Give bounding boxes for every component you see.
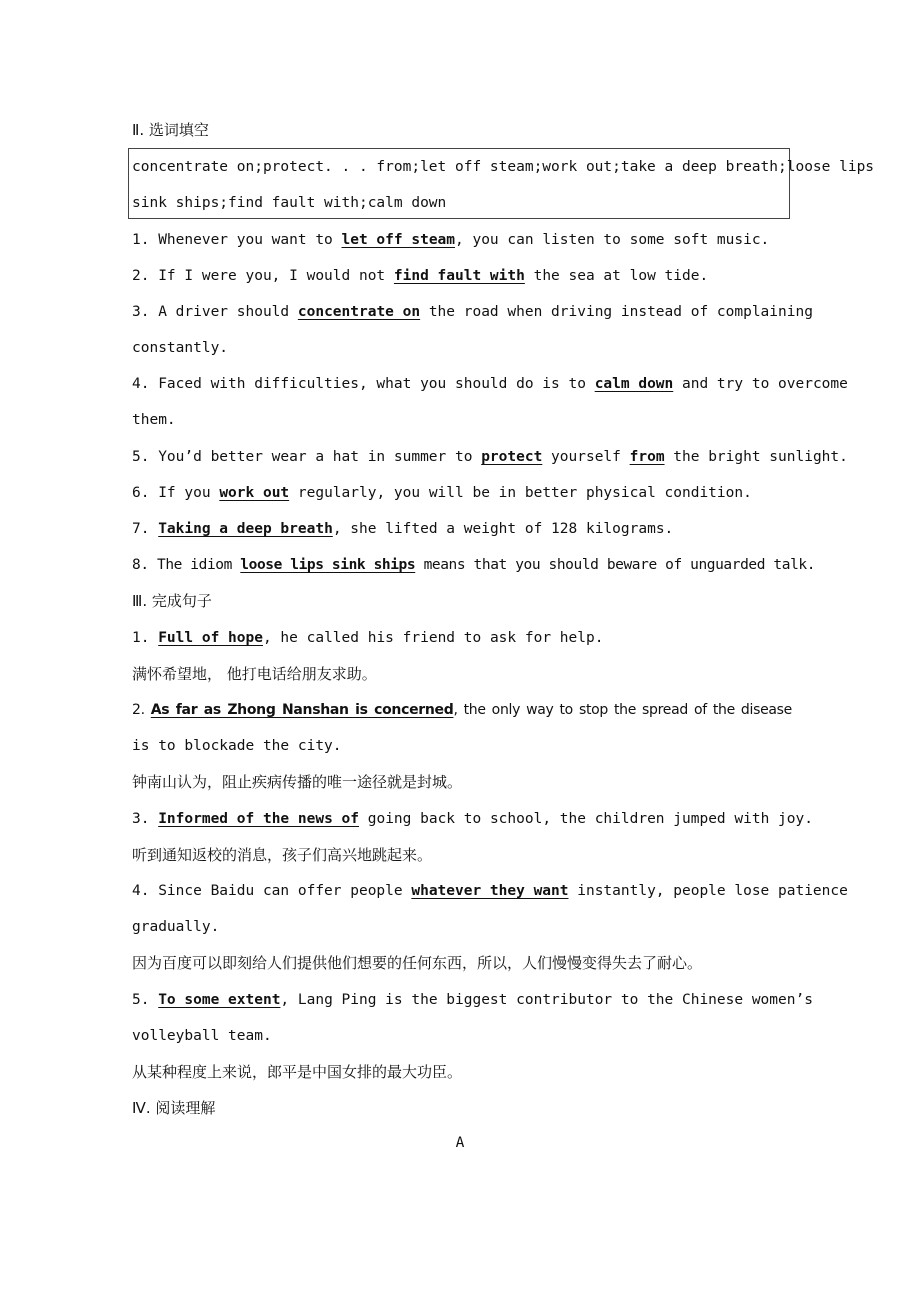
fill-item-7: 7. Taking a deep breath, she lifted a weight of 128 kilograms. [132,521,674,537]
sentence-item-4: 4. Since Baidu can offer people whatever they want instantly, people lose patience [132,883,848,899]
fill-item-1: 1. Whenever you want to let off steam, you can listen to some soft music. [132,232,770,248]
answer: find fault with [393,268,525,284]
sentence-item-5: 5. To some extent, Lang Ping is the biggest contributor to the Chinese women’s [132,992,813,1008]
fill-item-6: 6. If you work out regularly, you will be in better physical condition. [132,485,752,501]
sentence-item-1: 1. Full of hope, he called his friend to ask for help. [132,630,604,646]
answer: Informed of the news of [158,811,359,827]
sentence-item-5-cont: volleyball team. [132,1028,272,1044]
passage-label: A [455,1135,465,1151]
sentence-item-2: 2. As far as Zhong Nanshan is concerned, the only way to stop the spread of the disease [132,702,792,718]
section-2-heading: Ⅱ. 选词填空 [132,121,209,139]
word-bank-line-1: concentrate on;protect. . . from;let off steam;work out;take a deep breath;loose lips [132,159,875,175]
fill-item-2: 2. If I were you, I would not find fault with the sea at low tide. [132,268,709,284]
fill-item-3-cont: constantly. [132,340,229,356]
answer: Taking a deep breath [158,521,333,537]
answer: Full of hope [158,630,263,646]
sentence-item-4-cont: gradually. [132,919,220,935]
answer: whatever they want [411,883,569,899]
answer: To some extent [158,992,281,1008]
sentence-item-5-zh: 从某种程度上来说，郎平是中国女排的最大功臣。 [132,1063,463,1081]
answer: loose lips sink ships [240,557,416,573]
fill-item-4: 4. Faced with difficulties, what you should do is to calm down and try to overcome [132,376,848,392]
fill-item-5: 5. You’d better wear a hat in summer to protect yourself from the bright sunlight. [132,449,848,465]
sentence-item-3: 3. Informed of the news of going back to school, the children jumped with joy. [132,811,813,827]
answer: let off steam [341,232,456,248]
answer: concentrate on [297,304,421,320]
sentence-item-1-zh: 满怀希望地， 他打电话给朋友求助。 [132,665,377,683]
section-4-heading: Ⅳ. 阅读理解 [132,1099,216,1117]
answer: protect [481,449,543,465]
fill-item-3: 3. A driver should concentrate on the road when driving instead of complaining [132,304,813,320]
fill-item-8: 8. The idiom loose lips sink ships means that you should beware of unguarded talk. [132,557,816,573]
sentence-item-3-zh: 听到通知返校的消息，孩子们高兴地跳起来。 [132,846,433,864]
sentence-item-2-cont: is to blockade the city. [132,738,342,754]
answer: work out [219,485,290,501]
answer: calm down [594,376,674,392]
sentence-item-2-zh: 钟南山认为，阻止疾病传播的唯一途径就是封城。 [132,773,463,791]
answer-2: from [629,449,665,465]
sentence-item-4-zh: 因为百度可以即刻给人们提供他们想要的任何东西，所以，人们慢慢变得失去了耐心。 [132,954,703,972]
answer: As far as Zhong Nanshan is concerned [150,702,454,718]
fill-item-4-cont: them. [132,412,176,428]
word-bank-line-2: sink ships;find fault with;calm down [132,195,447,211]
section-3-heading: Ⅲ. 完成句子 [132,592,212,610]
